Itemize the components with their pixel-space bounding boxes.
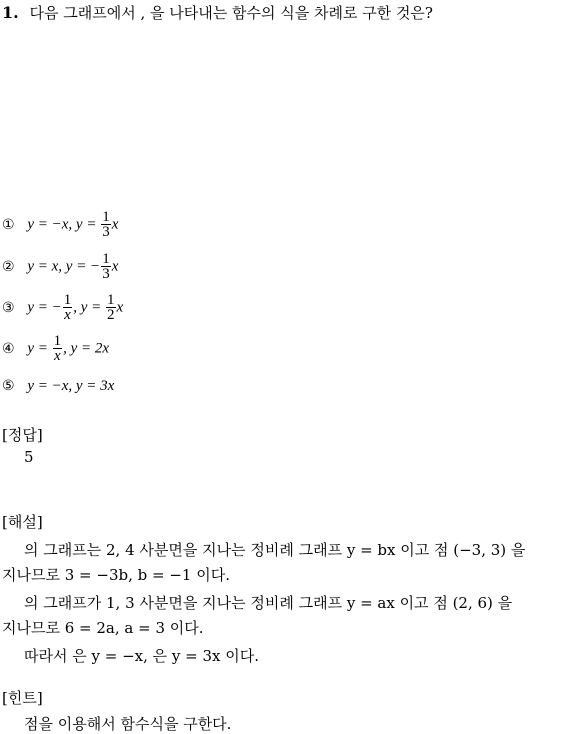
question-number: 1. — [2, 3, 19, 22]
option-mark: ⑤ — [2, 378, 15, 394]
question-line — [2, 2, 433, 23]
option-mark: ③ — [2, 299, 15, 316]
fraction: $\frac{1}{x}$ — [63, 292, 72, 323]
option-2[interactable]: ② y = x, y = − $\frac{1}{3}$ x — [2, 251, 119, 282]
fraction: $\frac{1}{x}$ — [53, 333, 62, 364]
explanation-line-2: 지나므로 3 = −3b, b = −1 이다. — [2, 566, 230, 584]
option-5[interactable]: ⑤ y = −x, y = 3x — [2, 378, 115, 394]
option-mark: ② — [2, 258, 15, 275]
option-mark: ① — [2, 216, 15, 233]
explanation-line-1: 의 그래프는 2, 4 사분면을 지나는 정비례 그래프 y = bx 이고 점 (−3, 3) 을 — [24, 541, 526, 559]
hint-heading: [힌트] — [2, 689, 43, 707]
answer-value: 5 — [24, 448, 34, 466]
option-1[interactable]: ① y = −x, y = $\frac{1}{3}$ x — [2, 209, 119, 240]
option-4[interactable]: ④ y = $\frac{1}{x}$ , y = 2x — [2, 333, 110, 364]
answer-heading: [정답] — [2, 426, 43, 444]
hint-text: 점을 이용해서 함수식을 구한다. — [24, 715, 232, 733]
explanation-line-5: 따라서 은 y = −x, 은 y = 3x 이다. — [24, 647, 259, 665]
fraction: $\frac{1}{3}$ — [102, 251, 110, 282]
fraction: $\frac{1}{2}$ — [107, 292, 115, 323]
question-text: 다음 그래프에서 , 을 나타내는 함수의 식을 차례로 구한 것은? — [29, 4, 433, 22]
option-mark: ④ — [2, 340, 15, 357]
explanation-heading: [해설] — [2, 513, 43, 531]
option-3[interactable]: ③ y = − $\frac{1}{x}$ , y = $\frac{1}{2}$ x — [2, 292, 124, 323]
fraction: $\frac{1}{3}$ — [102, 209, 110, 240]
explanation-line-3: 의 그래프가 1, 3 사분면을 지나는 정비례 그래프 y = ax 이고 점 (2, 6) 을 — [24, 594, 513, 612]
explanation-line-4: 지나므로 6 = 2a, a = 3 이다. — [2, 619, 204, 637]
